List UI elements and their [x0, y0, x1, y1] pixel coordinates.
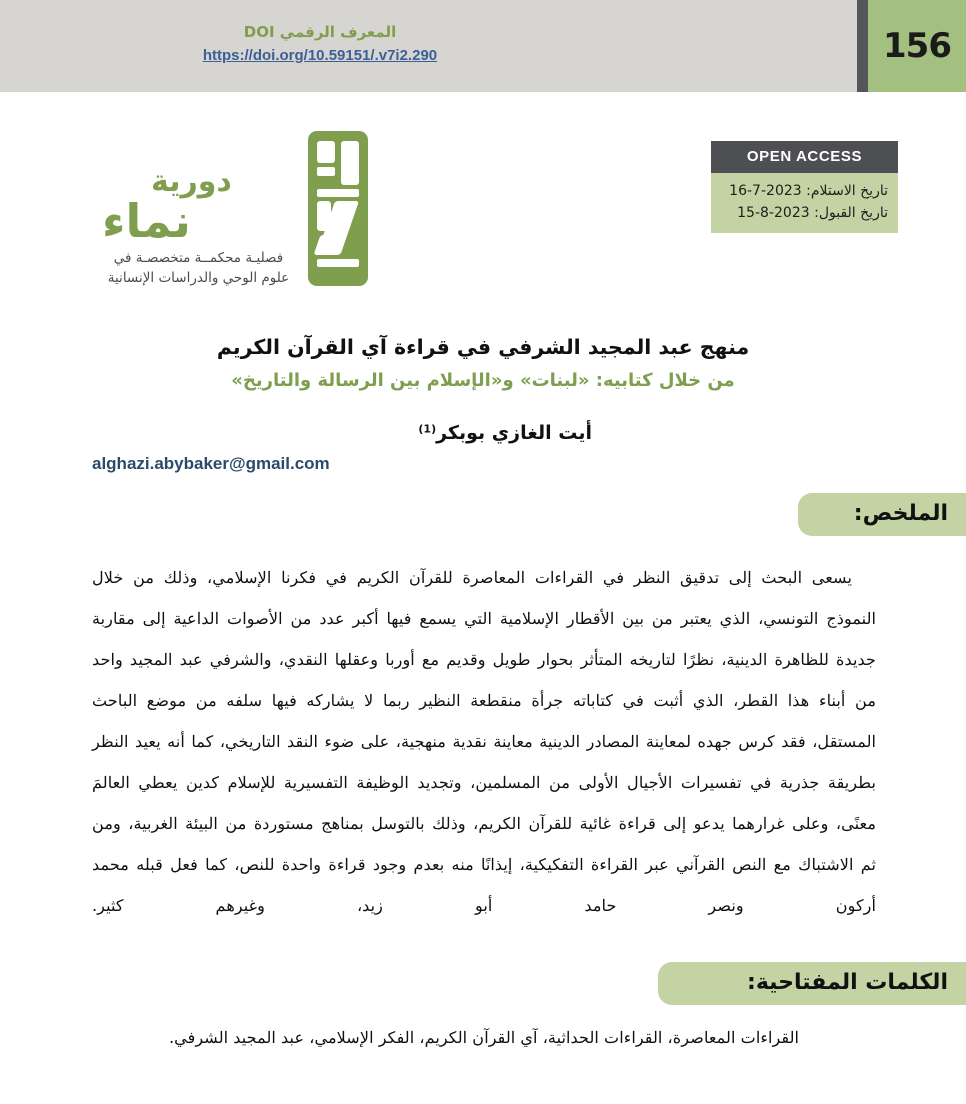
header-divider: [857, 0, 868, 92]
page-header-band: [0, 0, 966, 92]
journal-logo-mark-icon: [308, 131, 368, 286]
title-block: [0, 332, 966, 395]
doi-label: المعرف الرقمي DOI: [243, 23, 397, 41]
page-number: 156: [883, 26, 951, 66]
received-date: تاريخ الاستلام: 2023-7-16: [729, 183, 888, 199]
abstract-body: [92, 557, 876, 926]
author-block: [92, 422, 592, 474]
journal-logo: [96, 128, 386, 293]
keywords-body: [92, 1022, 876, 1054]
journal-logo-tagline: [96, 248, 301, 288]
open-access-dates: [711, 173, 898, 233]
page-subtitle: من خلال كتابيه: «لبنات» و«الإسلام بين الرسالة والتاريخ»: [231, 370, 735, 391]
journal-logo-word-top: دورية: [151, 164, 232, 199]
author-name: أيت الغازي بوبكر: [436, 422, 592, 444]
page-number-box: [868, 0, 966, 92]
doi-block: [0, 22, 640, 65]
open-access-badge: OPEN ACCESS: [711, 141, 898, 173]
abstract-text: يسعى البحث إلى تدقيق النظر في القراءات المعاصرة للقرآن الكريم في فكرنا الإسلامي، وذلك من خلال النموذج التونسي، الذي يعتبر من بين الأقطار الإسلامية التي يسمع فيها أكبر عدد من الأصوات الداعية إلى مقاربة جديدة للظاهرة الدينية، نظرًا لتاريخه المتأثر بحوار طويل وقديم مع أوربا وعقلها النقدي، والشرفي عبد المجيد واحد من أبناء هذا القطر، الذي أثبت في كتاباته جرأة منقطعة النظير ربما لا يشاركه فيها سلفه من موضع الباحث المستقل، فقد كرس جهده لمعاينة المصادر الدينية معاينة نقدية منهجية، على ضوء النقد التاريخي، كما أنه يعيد النظر بطريقة جذرية في تفسيرات الأجيال الأولى من المسلمين، وتجديد الوظيفة التفسيرية للإسلام كدين يعطي العالمَ معنًى، وعلى غرارهما يدعو إلى قراءة غائية للقرآن الكريم، وذلك بالتوسل بمناهج مستوردة من البيئة الغربية، ومن ثم الاشتباك مع النص القرآني عبر القراءة التفكيكية، إيذانًا منه بعدم وجود قراءة واحدة للنص، كما فعل قبله محمد أركون ونصر حامد أبو زيد، وغيرهم كثير.: [92, 568, 877, 915]
abstract-heading-label: الملخص:: [853, 501, 948, 526]
journal-logo-tagline-line1: فصليـة محكمــة متخصصـة في: [113, 250, 284, 266]
page-title: منهج عبد المجيد الشرفي في قراءة آي القرآن الكريم: [216, 335, 750, 359]
keywords-heading: [658, 962, 966, 1005]
author-email[interactable]: alghazi.abybaker@gmail.com: [92, 454, 330, 473]
author-line: [92, 422, 592, 444]
abstract-heading: [798, 493, 966, 536]
author-footnote-marker: (1): [418, 422, 437, 436]
doi-link[interactable]: https://doi.org/10.59151/.v7i2.290: [202, 47, 438, 64]
keywords-heading-label: الكلمات المفتاحية:: [747, 970, 948, 995]
accepted-date: تاريخ القبول: 2023-8-15: [737, 205, 888, 221]
journal-logo-tagline-line2: علوم الوحي والدراسات الإنسانية: [107, 270, 290, 286]
journal-logo-word-main: نماء: [102, 194, 191, 248]
open-access-box: [711, 141, 898, 233]
keywords-text: القراءات المعاصرة، القراءات الحداثية، آي القرآن الكريم، الفكر الإسلامي، عبد المجيد الشرفي.: [168, 1028, 800, 1047]
